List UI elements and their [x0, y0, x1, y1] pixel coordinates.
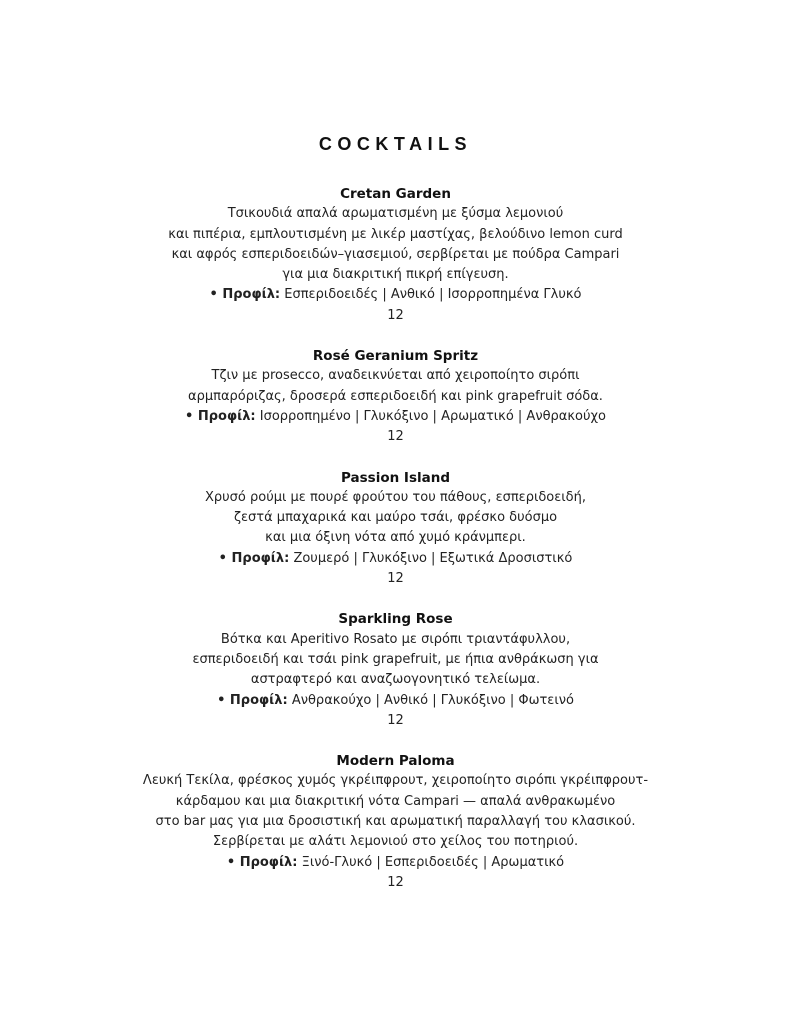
- cocktail-price: 12: [387, 874, 404, 890]
- profile-value: Ισορροπημένο | Γλυκόξινο | Αρωματικό | Ανθρακούχο: [259, 408, 606, 424]
- profile-label: • Προφίλ:: [218, 550, 290, 566]
- profile-label: • Προφίλ:: [217, 692, 288, 708]
- cocktail-description-line: αρμπαρόριζας, δροσερά εσπεριδοειδή και pink grapefruit σόδα.: [188, 388, 603, 404]
- cocktail-description-line: Βότκα και Aperitivo Rosato με σιρόπι τριαντάφυλλου,: [220, 631, 571, 647]
- profile-label: • Προφίλ:: [185, 408, 256, 424]
- profile-label: • Προφίλ:: [209, 287, 281, 303]
- cocktail-description-line: ζεστά μπαχαρικά και μαύρο τσάι, φρέσκο δυόσμο: [233, 510, 558, 526]
- cocktail-profile: [0, 691, 791, 711]
- cocktail-profile: [0, 549, 791, 569]
- profile-value: Ανθρακούχο | Ανθικό | Γλυκόξινο | Φωτεινό: [291, 692, 574, 708]
- cocktail-description-line: κάρδαμου και μια διακριτική νότα Campari — απαλά ανθρακωμένο: [175, 793, 616, 809]
- cocktail-description-line: Λευκή Τεκίλα, φρέσκος χυμός γκρέιπφρουτ, χειροποίητο σιρόπι γκρέιπφρουτ-: [142, 773, 649, 789]
- profile-label: • Προφίλ:: [226, 854, 298, 870]
- profile-value: Ζουμερό | Γλυκόξινο | Εξωτικά Δροσιστικό: [293, 550, 573, 566]
- cocktail-description-line: Χρυσό ρούμι με πουρέ φρούτου του πάθους, εσπεριδοειδή,: [205, 489, 586, 505]
- cocktail-price: 12: [387, 307, 404, 323]
- cocktail-item: [0, 609, 791, 731]
- cocktail-price: 12: [387, 429, 404, 445]
- cocktail-description-line: και αφρός εσπεριδοειδών–γιασεμιού, σερβίρεται με πούδρα Campari: [171, 246, 620, 262]
- cocktail-description-line: Τσικουδιά απαλά αρωματισμένη με ξύσμα λεμονιού: [227, 206, 564, 222]
- cocktail-name: Modern Paloma: [336, 753, 455, 770]
- cocktail-list: [0, 184, 791, 913]
- cocktail-price: 12: [387, 712, 404, 728]
- cocktail-description-line: για μια διακριτική πικρή επίγευση.: [282, 267, 509, 283]
- cocktail-profile: [0, 285, 791, 305]
- cocktail-profile: [0, 407, 791, 427]
- cocktail-price: 12: [387, 571, 404, 587]
- cocktail-description-line: Σερβίρεται με αλάτι λεμονιού στο χείλος του ποτηριού.: [212, 834, 579, 850]
- cocktail-item: [0, 346, 791, 447]
- cocktail-name: Cretan Garden: [340, 186, 451, 202]
- profile-value: Εσπεριδοειδές | Ανθικό | Ισορροπημένα Γλυκό: [284, 287, 582, 303]
- cocktail-description-line: εσπεριδοειδή και τσάι pink grapefruit, με ήπια ανθράκωση για: [192, 651, 599, 667]
- cocktail-description-line: και μια όξινη νότα από χυμό κράνμπερι.: [265, 530, 526, 546]
- cocktail-description-line: στο bar μας για μια δροσιστική και αρωματική παραλλαγή του κλασικού.: [155, 814, 636, 830]
- cocktail-name: Passion Island: [341, 469, 450, 486]
- cocktail-description-line: και πιπέρια, εμπλουτισμένη με λικέρ μαστίχας, βελούδινο lemon curd: [168, 226, 623, 242]
- profile-value: Ξινό-Γλυκό | Εσπεριδοειδές | Αρωματικό: [301, 854, 565, 870]
- cocktail-item: [0, 184, 791, 326]
- menu-title: COCKTAILS: [318, 134, 473, 154]
- cocktail-item: [0, 468, 791, 590]
- cocktail-item: [0, 751, 791, 893]
- cocktail-profile: [0, 853, 791, 873]
- cocktail-description-line: Τζιν με prosecco, αναδεικνύεται από χειροποίητο σιρόπι: [211, 368, 580, 384]
- cocktail-name: Rosé Geranium Spritz: [312, 348, 479, 365]
- cocktail-description-line: αστραφτερό και αναζωογονητικό τελείωμα.: [250, 672, 541, 688]
- cocktail-name: Sparkling Rose: [338, 611, 453, 628]
